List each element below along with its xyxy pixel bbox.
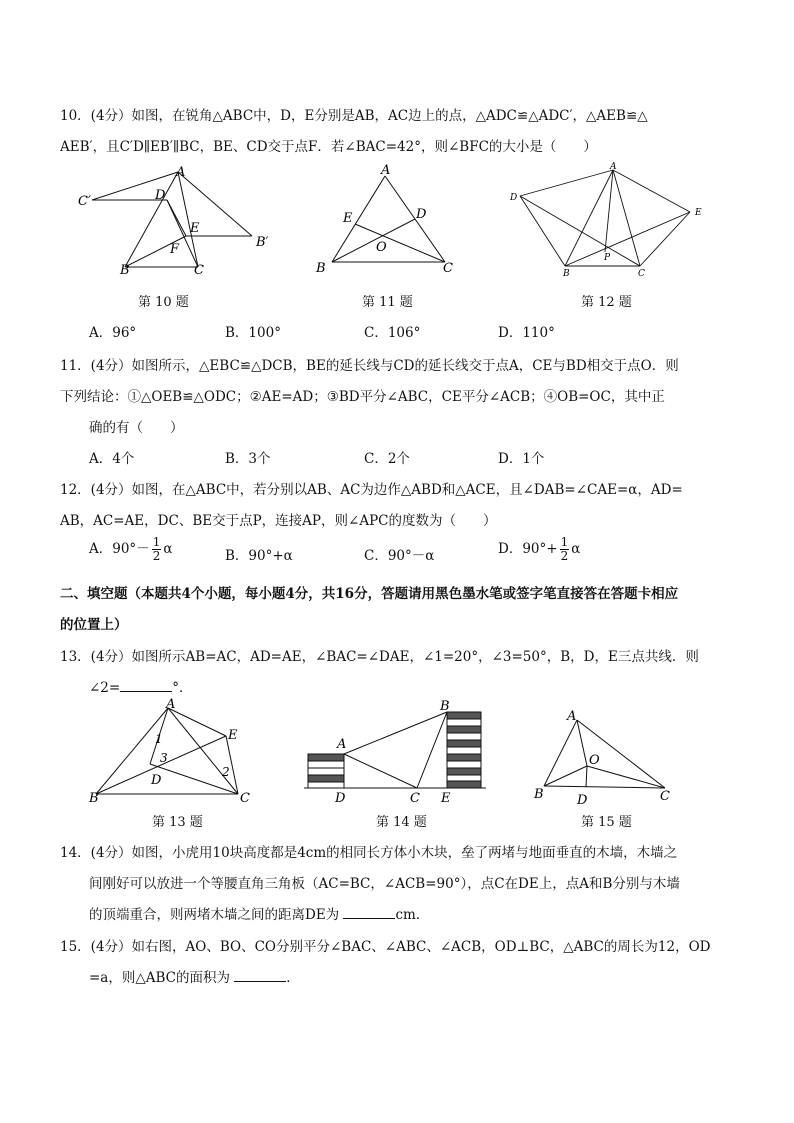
q15-line1: 15．(4分）如右图，AO、BO、CO分别平分∠BAC、∠ABC、∠ACB，OD⊥BC，△ABC的周长为12，OD: [60, 939, 711, 955]
q13-line2: [89, 676, 192, 696]
q15-line2-prefix: =a，则△ABC的面积为: [89, 970, 230, 986]
figure-13: [88, 696, 258, 806]
angle-2-label: 2: [222, 765, 230, 779]
fig11-label-C: C: [443, 261, 453, 276]
figure-11: [310, 163, 460, 276]
fig10-label-F: F: [170, 242, 180, 257]
caption-q10-fig: 第 10 题: [138, 295, 189, 310]
fig14-label-B: B: [440, 699, 450, 714]
q11-option-c: C．2个: [364, 451, 410, 467]
q12-option-d: [498, 536, 580, 563]
q13-line2-suffix: °．: [172, 680, 193, 696]
fig15-label-C: C: [660, 789, 670, 804]
fig13-label-E: E: [228, 728, 238, 743]
fig12-label-C: C: [638, 269, 645, 279]
q10-option-b: B．100°: [225, 325, 281, 341]
fig11-label-D: D: [416, 207, 427, 222]
q10-option-c: C．106°: [364, 325, 421, 341]
caption-q14-fig: 第 14 题: [376, 815, 427, 830]
figure-15: [530, 706, 680, 806]
fig11-label-E: E: [343, 211, 353, 226]
q10-line2: AEB′，且C′D∥EB′∥BC，BE、CD交于点F．若∠BAC=42°，则∠BFC的大小是（ ）: [60, 139, 597, 155]
fig15-label-B: B: [534, 787, 544, 802]
caption-q13-fig: 第 13 题: [152, 815, 203, 830]
q10-option-a: A．96°: [89, 325, 137, 341]
fraction-half: [152, 536, 162, 563]
q11-line1: 11．(4分）如图所示，△EBC≌△DCB，BE的延长线与CD的延长线交于点A，CE与BD相交于点O．则: [60, 358, 679, 374]
q14-line3-suffix: cm．: [395, 907, 430, 923]
caption-q15-fig: 第 15 题: [581, 815, 632, 830]
q12-option-d-prefix: D．90°+: [498, 541, 558, 557]
q12-option-c: C．90°－α: [364, 548, 435, 564]
answer-blank[interactable]: [234, 969, 286, 982]
q12-option-b: B．90°+α: [225, 548, 293, 564]
fig12-label-P: P: [604, 253, 611, 263]
fig10-label-A: A: [176, 165, 186, 180]
figure-10: [80, 166, 280, 276]
fraction-denominator: 2: [152, 549, 161, 563]
fig13-label-D: D: [151, 773, 162, 788]
q15-line2-suffix: ．: [286, 970, 300, 986]
fig13-label-C: C: [240, 791, 250, 806]
q12-line2: AB，AC=AE，DC、BE交于点P，连接AP，则∠APC的度数为（ ）: [60, 513, 497, 529]
q10-line1: 10．(4分）如图，在锐角△ABC中，D，E分别是AB，AC边上的点，△ADC≌△ADC′，△AEB≌△: [60, 108, 648, 124]
q12-option-a-prefix: A．90°－: [89, 541, 150, 557]
q13-line1: 13．(4分）如图所示AB=AC，AD=AE，∠BAC=∠DAE，∠1=20°，∠3=50°，B，D，E三点共线．则: [60, 649, 699, 665]
q13-line2-prefix: ∠2=: [89, 680, 121, 696]
fig14-label-E: E: [441, 791, 451, 806]
fig10-label-D: D: [155, 188, 166, 203]
q12-option-d-suffix: α: [571, 541, 581, 557]
fig10-label-C: C: [194, 263, 204, 278]
fig10-label-E: E: [190, 221, 200, 236]
fraction-numerator: 1: [560, 535, 569, 549]
caption-q11-fig: 第 11 题: [362, 295, 413, 310]
q12-option-a-suffix: α: [163, 541, 173, 557]
q14-line3: [89, 903, 429, 923]
fig10-label-Bp: B′: [256, 235, 269, 250]
fig12-label-D: D: [510, 193, 518, 203]
fig12-label-E: E: [695, 208, 702, 218]
fraction-denominator: 2: [560, 549, 569, 563]
q12-option-a: [89, 536, 172, 563]
q11-line2: 下列结论：①△OEB≌△ODC；②AE=AD；③BD平分∠ABC，CE平分∠ACB；④OB=OC，其中正: [60, 389, 665, 405]
fig15-label-D: D: [577, 793, 588, 808]
caption-q12-fig: 第 12 题: [581, 295, 632, 310]
q14-line1: 14．(4分）如图，小虎用10块高度都是4cm的相同长方体小木块，垒了两堵与地面垂直的木墙，木墙之: [60, 845, 678, 861]
q10-option-d: D．110°: [498, 325, 555, 341]
section-heading-line2: 的位置上）: [60, 617, 128, 633]
fig10-label-B: B: [120, 263, 130, 278]
figure-12: [505, 160, 705, 280]
fig11-label-B: B: [316, 261, 326, 276]
fig15-label-A: A: [567, 709, 577, 724]
fraction-half: [560, 536, 570, 563]
fig13-label-B: B: [89, 791, 99, 806]
fig12-label-B: B: [563, 269, 570, 279]
angle-1-label: 1: [155, 732, 163, 746]
q12-line1: 12．(4分）如图，在△ABC中，若分别以AB、AC为边作△ABD和△ACE，且∠DAB=∠CAE=α，AD=: [60, 482, 683, 498]
fig11-label-A: A: [381, 163, 391, 178]
answer-blank[interactable]: [343, 906, 395, 919]
answer-blank[interactable]: [120, 679, 172, 692]
fig13-label-A: A: [166, 697, 176, 712]
q14-line2: 间刚好可以放进一个等腰直角三角板（AC=BC，∠ACB=90°），点C在DE上，点A和B分别与木墙: [89, 876, 680, 892]
section-heading-line1: 二、填空题（本题共4个小题，每小题4分，共16分，答题请用黑色墨水笔或签字笔直接答在答题卡相应: [60, 586, 679, 602]
fig15-label-O: O: [589, 753, 600, 768]
fig14-label-A: A: [337, 737, 347, 752]
fraction-numerator: 1: [152, 535, 161, 549]
fig14-label-C: C: [410, 791, 420, 806]
q11-option-d: D．1个: [498, 451, 545, 467]
figure-14: [300, 696, 490, 806]
q11-option-b: B．3个: [225, 451, 271, 467]
fig12-label-A: A: [610, 162, 617, 172]
fig11-label-O: O: [376, 240, 387, 255]
angle-3-label: 3: [160, 751, 168, 765]
q15-line2: [89, 966, 300, 986]
q14-line3-prefix: 的顶端重合，则两堵木墙之间的距离DE为: [89, 907, 340, 923]
fig10-label-Cp: C′: [78, 194, 91, 209]
fig14-label-D: D: [335, 791, 346, 806]
q11-line3: 确的有（ ）: [89, 420, 184, 436]
q11-option-a: A．4个: [89, 451, 135, 467]
